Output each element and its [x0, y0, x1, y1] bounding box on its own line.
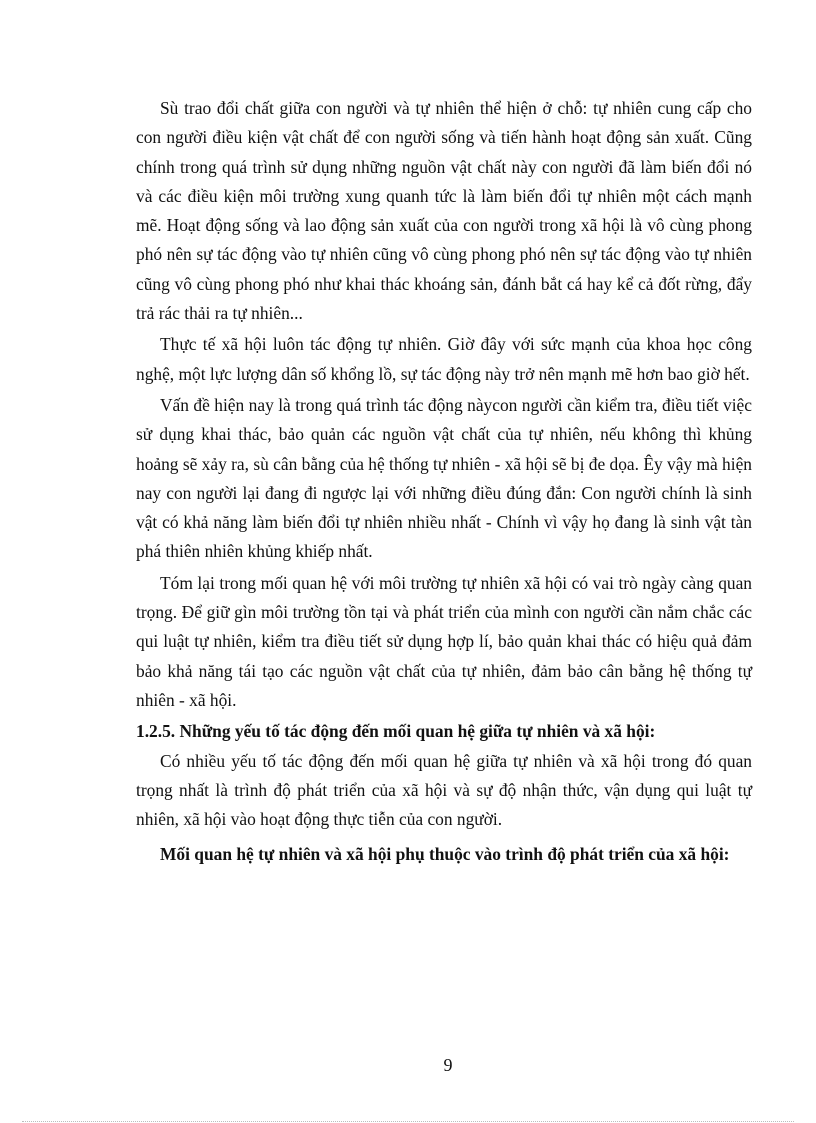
document-body: [136, 94, 752, 870]
section-paragraph: Có nhiều yếu tố tác động đến mối quan hệ giữa tự nhiên và xã hội trong đó quan trọng nhất là trình độ phát triển của xã hội và sự độ nhận thức, vận dụng qui luật tự nhiên, xã hội vào hoạt động thực tiễn của con người.: [136, 750, 752, 830]
paragraph-2: Thực tế xã hội luôn tác động tự nhiên. Giờ đây với sức mạnh của khoa học công nghệ, một lực lượng dân số khổng lồ, sự tác động này trở nên mạnh mẽ hơn bao giờ hết.: [136, 334, 752, 384]
page-number: 9: [443, 1055, 453, 1075]
paragraph-1: Sù trao đổi chất giữa con người và tự nhiên thể hiện ở chỗ: tự nhiên cung cấp cho con người điều kiện vật chất để con người sống và tiến hành hoạt động sản xuất. Cũng chính trong quá trình sử dụng những nguồn vật chất này con người đã làm biến đổi nó và các điều kiện môi trường xung quanh tức là làm biến đổi tự nhiên một cách mạnh mẽ. Hoạt động sống và lao động sản xuất của con người trong xã hội là vô cùng phong phó nên sự tác động vào tự nhiên cũng vô cùng phong phó nên sự tác động vào tự nhiên cũng vô cùng phong phó như khai thác khoáng sản, đánh bắt cá hay kể cả đốt rừng, đẩy trả rác thải ra tự nhiên...: [136, 98, 752, 324]
paragraph-4: Tóm lại trong mối quan hệ với môi trường tự nhiên xã hội có vai trò ngày càng quan trọng. Để giữ gìn môi trường tồn tại và phát triển của mình con người cần nắm chắc các qui luật tự nhiên, kiểm tra điều tiết sử dụng hợp lí, bảo quản khai thác có hiệu quả đảm bảo khả năng tái tạo các nguồn vật chất của tự nhiên, đảm bảo cân bằng hệ thống tự nhiên - xã hội.: [136, 572, 752, 710]
subheading: Mối quan hệ tự nhiên và xã hội phụ thuộc vào trình độ phát triển của xã hội:: [160, 844, 730, 865]
paragraph-3: Vấn đề hiện nay là trong quá trình tác động nàycon người cần kiểm tra, điều tiết việc sử dụng khai thác, bảo quản các nguồn vật chất của tự nhiên, nếu không thì khủng hoảng sẽ xảy ra, sù cân bằng của hệ thống tự nhiên - xã hội sẽ bị đe dọa. Êy vậy mà hiện nay con người lại đang đi ngược lại với những điều đúng đắn: Con người chính là sinh vật có khả năng làm biến đổi tự nhiên nhiều nhất - Chính vì vậy họ đang là sinh vật tàn phá thiên nhiên khủng khiếp nhất.: [136, 394, 752, 562]
section-heading: 1.2.5. Những yếu tố tác động đến mối quan hệ giữa tự nhiên và xã hội:: [136, 721, 656, 742]
page-bottom-rule: [22, 1121, 794, 1122]
